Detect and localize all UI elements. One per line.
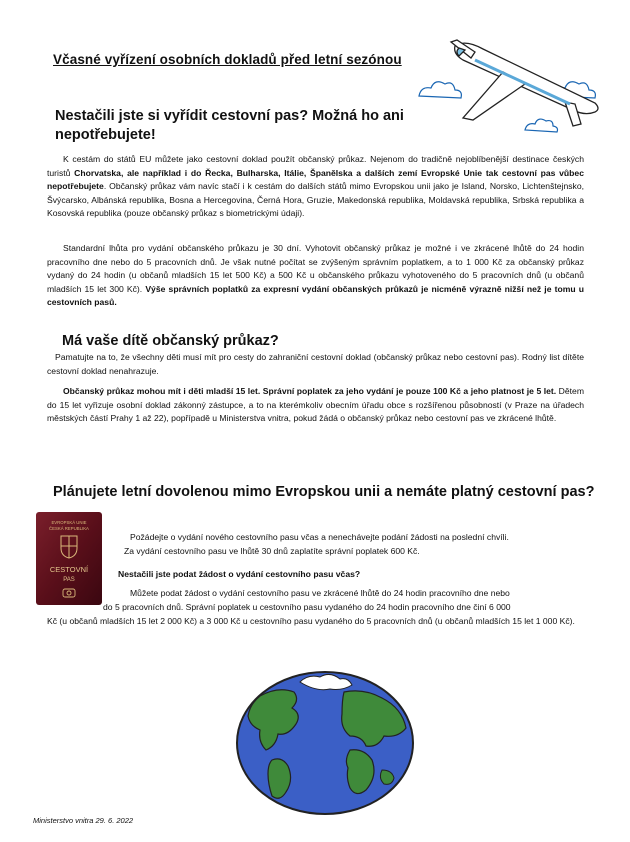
section3-paragraph1-line1: Požádejte o vydání nového cestovního pasu včas a nenechávejte podání žádosti na poslední chvíli. [130,532,509,542]
globe-illustration [232,668,418,818]
section2-paragraph2 [47,385,584,426]
section3-paragraph2-line2: do 5 pracovních dnů. Správní poplatek u cestovního pasu vydaného do 24 hodin pracovního dne činí 6 000 [103,602,511,612]
section3-subheading: Nestačili jste podat žádost o vydání cestovního pasu včas? [118,569,361,579]
section1-p1-text-a: K cestám do států EU můžete jako cestovní doklad použít občanský průkaz. Nejenom do tradičně nejoblíbenější destinace českých turistů [47,154,584,178]
footer-source: Ministerstvo vnitra 29. 6. 2022 [33,816,134,825]
cloud-icon [525,119,558,132]
section1-heading-line2: nepotřebujete! [55,127,156,143]
section1-paragraph1 [47,153,584,221]
section1-heading [55,107,415,145]
cloud-icon [419,82,461,98]
section1-paragraph2 [47,242,584,310]
section3-paragraph2-line1: Můžete podat žádost o vydání cestovního pasu ve zkrácené lhůtě do 24 hodin pracovního dne nebo [130,588,510,598]
section2-p2-text: Dětem do 15 let vyřizuje osobní doklad zákonný zástupce, a to na kterémkoliv obecním úřadu obce s rozšířenou působností (v Praze na úřadech městských částí Prahy 1 až 22), popřípadě u Ministerstva vnitra, pokud žádá o občanský průkaz nebo cestovní pas ve zkrácené lhůtě. [47,386,584,424]
passport-illustration [36,512,102,605]
section3-paragraph1-line2: Za vydání cestovního pasu ve lhůtě 30 dnů zaplatíte správní poplatek 600 Kč. [124,546,420,556]
section1-heading-line1: Nestačili jste si vyřídit cestovní pas? Možná ho ani [55,108,404,124]
passport-line2: ČESKÁ REPUBLIKA [49,526,89,531]
section1-p2-text: Standardní lhůta pro vydání občanského průkazu je 30 dní. Vyhotovit občanský průkaz je možné i ve zkrácené lhůtě do 24 hodin pracovního dne nebo do 5 pracovních dnů. Je však nutné počítat se zvýšeným správním poplatkem, a to 1 000 Kč za občanský průkaz vydaný do 24 hodin (u občanů mladších 15 let 500 Kč) a 500 Kč u občanského průkazu vyhotoveného do 5 pracovních dnů (u občanů mladších 15 let 300 Kč). [47,243,584,294]
section1-p1-bold: Chorvatska, ale například i do Řecka, Bulharska, Itálie, Španělska a dalších zemí Evropské Unie tak cestovní pas vůbec nepotřebujete [47,167,584,192]
section2-p2-bold: Občanský průkaz mohou mít i děti mladší 15 let. Správní poplatek za jeho vydání je pouze 100 Kč a jeho platnost je 5 let. [63,386,557,396]
airplane-illustration [415,38,610,138]
section3-paragraph2-rest: Kč (u občanů mladších 15 let 2 000 Kč) a 3 000 Kč u cestovního pasu vydaného do 5 pracovních dnů (u občanů mladších 15 let 1 000 Kč). [47,616,575,626]
section2-paragraph1: Pamatujte na to, že všechny děti musí mít pro cesty do zahraniční cestovní doklad (občanský průkaz nebo cestovní pas). Rodný list dítěte cestovní doklad nenahrazuje. [47,352,584,376]
section3-heading: Plánujete letní dovolenou mimo Evropskou unii a nemáte platný cestovní pas? [53,484,595,500]
passport-word2: PAS [63,577,75,583]
section1-p2-bold: Výše správních poplatků za expresní vydání občanských průkazů je nicméně výrazně nižší než je tomu u cestovních pasů. [47,283,585,308]
passport-word1: CESTOVNÍ [49,565,89,574]
section1-p1-text-c: . Občanský průkaz vám navíc stačí i k cestám do dalších států mimo Evropskou unii jako je Island, Norsko, Lichtenštejnsko, Švýcarsko, Albánská republika, Bosna a Hercegovina, Černá Hora, Gruzie, Makedonská republika, Moldavská republika, Srbská republika a Kosovská republika (pouze občanský průkaz s biometrickými údaji). [47,181,584,219]
passport-line1: EVROPSKÁ UNIE [51,520,87,525]
globe-icon [232,668,418,818]
section2-heading: Má vaše dítě občanský průkaz? [62,333,279,349]
page-title: Včasné vyřízení osobních dokladů před letní sezónou [53,52,402,67]
